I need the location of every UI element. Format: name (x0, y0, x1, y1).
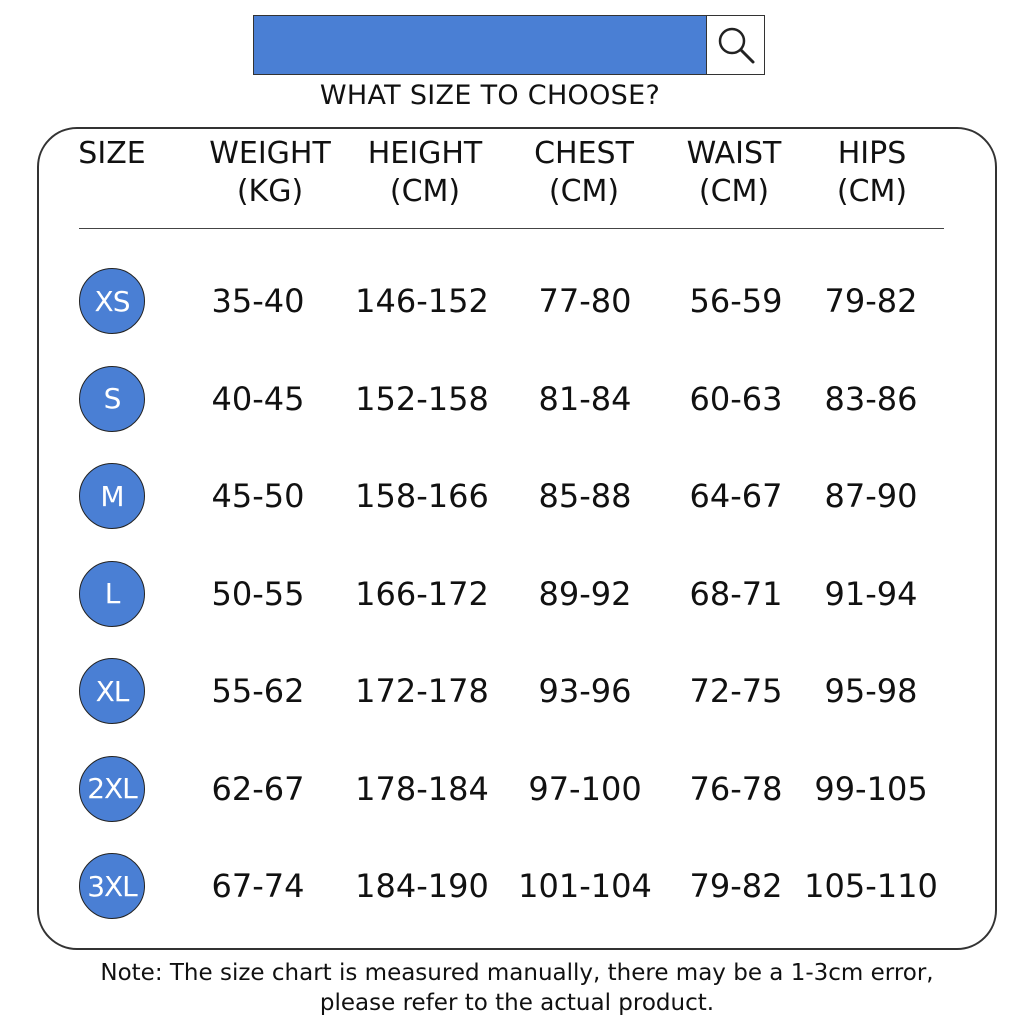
size-badge: XS (79, 268, 145, 334)
size-badge: 2XL (79, 756, 145, 822)
header-divider (79, 228, 944, 229)
cell-chest: 85-88 (538, 477, 632, 515)
cell-height: 146-152 (355, 282, 489, 320)
cell-waist: 76-78 (689, 769, 783, 808)
size-badge: S (79, 366, 145, 432)
header-height: HEIGHT (CM) (367, 136, 483, 209)
cell-chest: 81-84 (538, 379, 632, 418)
cell-height: 152-158 (355, 379, 489, 418)
cell-hips: 99-105 (814, 769, 928, 808)
cell-height: 158-166 (355, 477, 489, 515)
cell-hips: 91-94 (824, 574, 918, 613)
cell-height: 184-190 (355, 867, 489, 905)
size-badge: XL (79, 658, 145, 724)
header-hips: HIPS (CM) (836, 136, 908, 209)
header-size: SIZE (78, 136, 146, 171)
cell-waist: 60-63 (689, 379, 783, 418)
cell-waist: 56-59 (689, 282, 783, 320)
cell-chest: 93-96 (538, 672, 632, 710)
cell-height: 166-172 (355, 574, 489, 613)
cell-chest: 97-100 (528, 769, 642, 808)
cell-hips: 87-90 (824, 477, 918, 515)
cell-weight: 40-45 (211, 379, 305, 418)
size-badge: 3XL (79, 853, 145, 919)
table-header-row (0, 135, 960, 225)
search-bar (253, 15, 765, 75)
cell-weight: 50-55 (211, 574, 305, 613)
search-icon (714, 23, 758, 67)
footnote: Note: The size chart is measured manually, there may be a 1-3cm error, please refer to the actual product. (100, 960, 934, 1016)
size-badge: L (79, 561, 145, 627)
cell-waist: 72-75 (689, 672, 783, 710)
search-input[interactable] (254, 16, 706, 74)
cell-weight: 62-67 (211, 769, 305, 808)
page-title: WHAT SIZE TO CHOOSE? (319, 80, 661, 111)
cell-height: 172-178 (355, 672, 489, 710)
cell-waist: 64-67 (689, 477, 783, 515)
header-waist: WAIST (CM) (686, 136, 782, 209)
cell-chest: 77-80 (538, 282, 632, 320)
size-table-card (37, 127, 997, 950)
cell-hips: 95-98 (824, 672, 918, 710)
search-button[interactable] (706, 16, 764, 74)
cell-weight: 67-74 (211, 867, 305, 905)
cell-waist: 68-71 (689, 574, 783, 613)
header-weight: WEIGHT (KG) (209, 136, 331, 209)
cell-weight: 55-62 (211, 672, 305, 710)
cell-waist: 79-82 (689, 867, 783, 905)
cell-hips: 83-86 (824, 379, 918, 418)
cell-hips: 79-82 (824, 282, 918, 320)
cell-weight: 45-50 (211, 477, 305, 515)
cell-weight: 35-40 (211, 282, 305, 320)
cell-height: 178-184 (355, 769, 489, 808)
cell-chest: 101-104 (518, 867, 652, 905)
cell-hips: 105-110 (804, 867, 938, 905)
size-badge: M (79, 463, 145, 529)
cell-chest: 89-92 (538, 574, 632, 613)
header-chest: CHEST (CM) (534, 136, 634, 209)
